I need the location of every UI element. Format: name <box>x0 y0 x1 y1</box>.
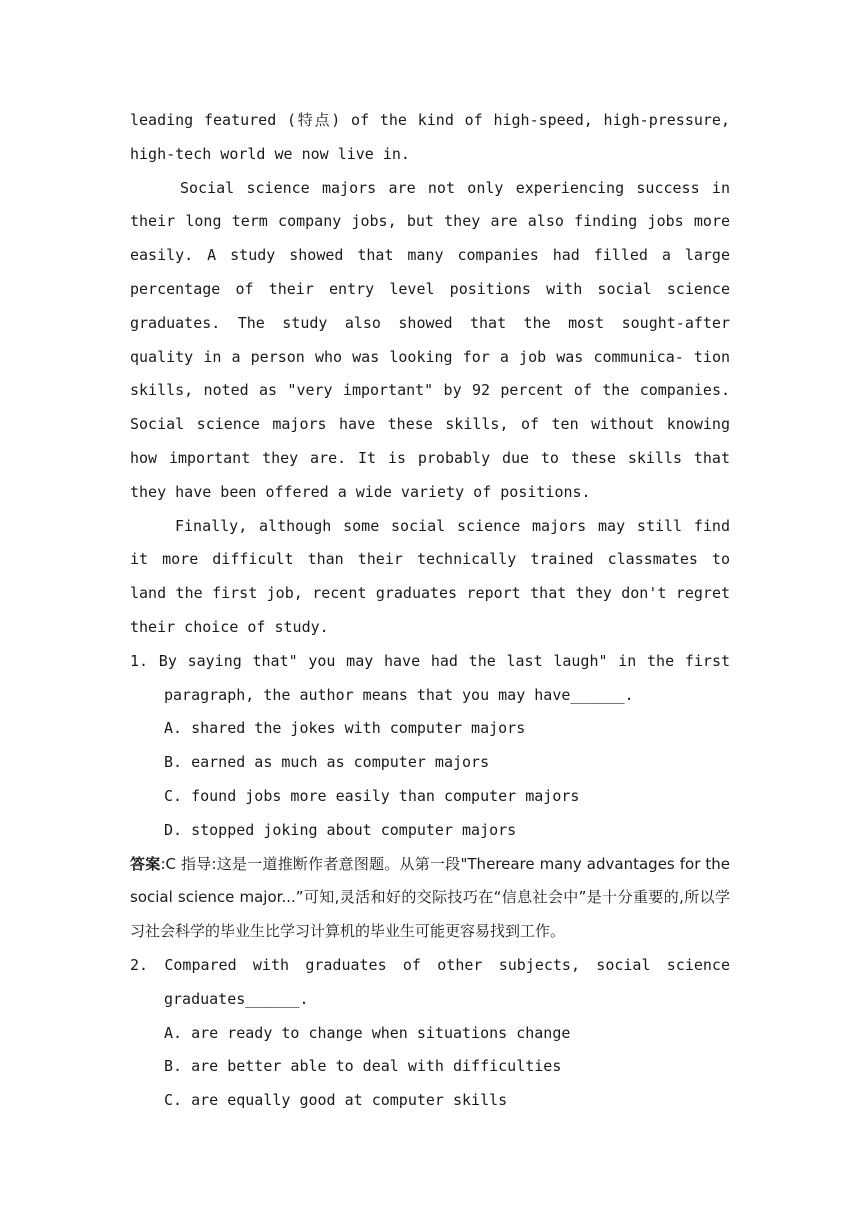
passage-paragraph-3: Finally, although some social science majors may still find it more difficult than their technically trained classmates to land the first job, recent graduates report that they don't regret their choice of study. <box>130 516 730 636</box>
question-2-option-a: A. are ready to change when situations change <box>164 1023 571 1042</box>
document-page <box>130 104 730 1118</box>
passage-paragraph-2: Social science majors are not only experiencing success in their long term company jobs, but they are also finding jobs more easily. A study showed that many companies had filled a large percentage of their entry level positions with social science graduates. The study also showed that the most sought-after quality in a person who was looking for a job was communica- tion skills, noted as "very important" by 92 percent of the companies. Social science majors have these skills, of ten without knowing how important they are. It is probably due to these skills that they have been offered a wide variety of positions. <box>130 178 730 501</box>
question-1-answer <box>130 848 730 949</box>
answer-explanation: :C 指导:这是一道推断作者意图题。从第一段"Thereare many advantages for the social science major...”可知,灵活和好的交际技巧在“信息社会中”是十分重要的,所以学习社会科学的毕业生比学习计算机的毕业生可能更容易找到工作。 <box>130 854 730 941</box>
question-2-option-b: B. are better able to deal with difficulties <box>164 1057 562 1076</box>
question-1-option-a: A. shared the jokes with computer majors <box>164 719 526 738</box>
passage-paragraph-1-continuation: leading featured (特点) of the kind of high-speed, high-pressure, high-tech world we now live in. <box>130 111 730 163</box>
question-1-option-d: D. stopped joking about computer majors <box>164 820 517 839</box>
question-1-option-c: C. found jobs more easily than computer majors <box>164 786 580 805</box>
answer-label: 答案 <box>130 854 161 873</box>
question-2-stem: 2. Compared with graduates of other subjects, social science graduates______. <box>130 955 730 1008</box>
question-2 <box>130 949 730 1118</box>
question-1-stem: 1. By saying that" you may have had the last laugh" in the first paragraph, the author means that you may have______. <box>130 651 730 704</box>
question-1 <box>130 645 730 949</box>
question-1-option-b: B. earned as much as computer majors <box>164 753 490 772</box>
question-2-option-c: C. are equally good at computer skills <box>164 1091 508 1110</box>
